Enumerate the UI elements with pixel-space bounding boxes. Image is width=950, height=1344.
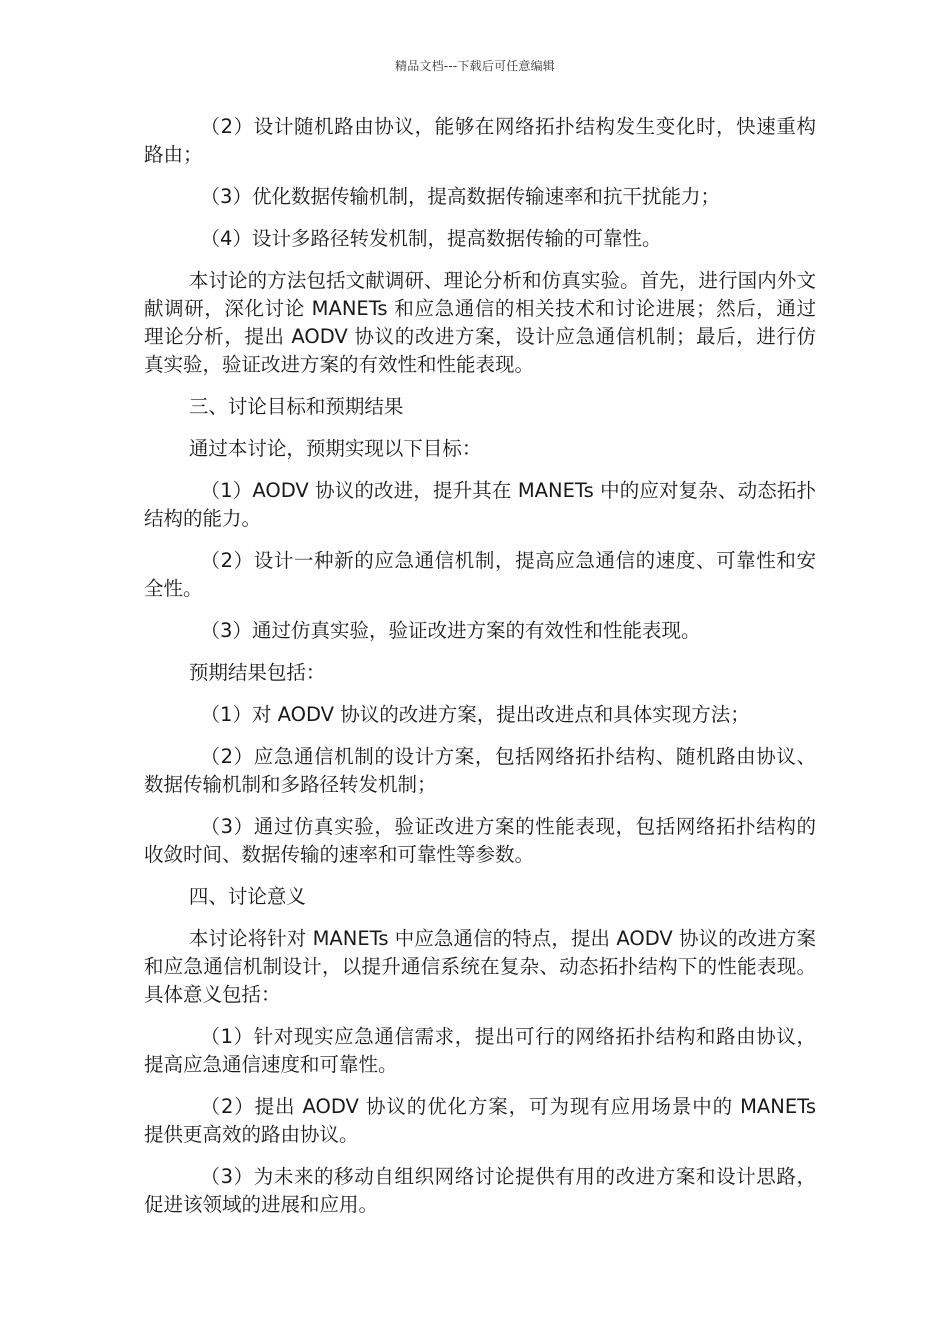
list-item: （2）设计随机路由协议，能够在网络拓扑结构发生变化时，快速重构路由； bbox=[144, 115, 816, 166]
significance-paragraph: 本讨论将针对 MANETs 中应急通信的特点，提出 AODV 协议的改进方案和应急通信机制设计，以提升通信系统在复杂、动态拓扑结构下的性能表现。具体意义包括： bbox=[144, 927, 816, 1006]
list-item: （2）应急通信机制的设计方案，包括网络拓扑结构、随机路由协议、数据传输机制和多路径转发机制； bbox=[144, 745, 816, 796]
list-item: （1）对 AODV 协议的改进方案，提出改进点和具体实现方法； bbox=[200, 703, 750, 726]
list-item: （4）设计多路径转发机制，提高数据传输的可靠性。 bbox=[200, 227, 662, 250]
method-paragraph: 本讨论的方法包括文献调研、理论分析和仿真实验。首先，进行国内外文献调研，深化讨论 MANETs 和应急通信的相关技术和讨论进展；然后，通过理论分析，提出 AODV 协议的改进方案，设计应急通信机制；最后，进行仿真实验，验证改进方案的有效性和性能表现。 bbox=[144, 269, 816, 376]
section-heading: 三、讨论目标和预期结果 bbox=[188, 395, 404, 418]
list-item: （3）为未来的移动自组织网络讨论提供有用的改进方案和设计思路，促进该领域的进展和应用。 bbox=[144, 1165, 816, 1216]
page-header: 精品文档---下载后可任意编辑 bbox=[395, 59, 555, 73]
list-item: （1）针对现实应急通信需求，提出可行的网络拓扑结构和路由协议，提高应急通信速度和可靠性。 bbox=[144, 1025, 816, 1076]
list-item: （2）提出 AODV 协议的优化方案，可为现有应用场景中的 MANETs 提供更高效的路由协议。 bbox=[144, 1095, 816, 1146]
list-item: （3）通过仿真实验，验证改进方案的性能表现，包括网络拓扑结构的收敛时间、数据传输的速率和可靠性等参数。 bbox=[144, 815, 816, 866]
list-item: （3）通过仿真实验，验证改进方案的有效性和性能表现。 bbox=[200, 619, 701, 642]
list-item: （1）AODV 协议的改进，提升其在 MANETs 中的应对复杂、动态拓扑结构的能力。 bbox=[144, 479, 816, 530]
list-item: （2）设计一种新的应急通信机制，提高应急通信的速度、可靠性和安全性。 bbox=[144, 549, 816, 600]
section-heading: 四、讨论意义 bbox=[188, 885, 306, 908]
intro-paragraph: 预期结果包括： bbox=[188, 661, 326, 684]
intro-paragraph: 通过本讨论，预期实现以下目标： bbox=[188, 437, 482, 460]
list-item: （3）优化数据传输机制，提高数据传输速率和抗干扰能力； bbox=[200, 185, 720, 208]
document-body bbox=[144, 113, 816, 1233]
